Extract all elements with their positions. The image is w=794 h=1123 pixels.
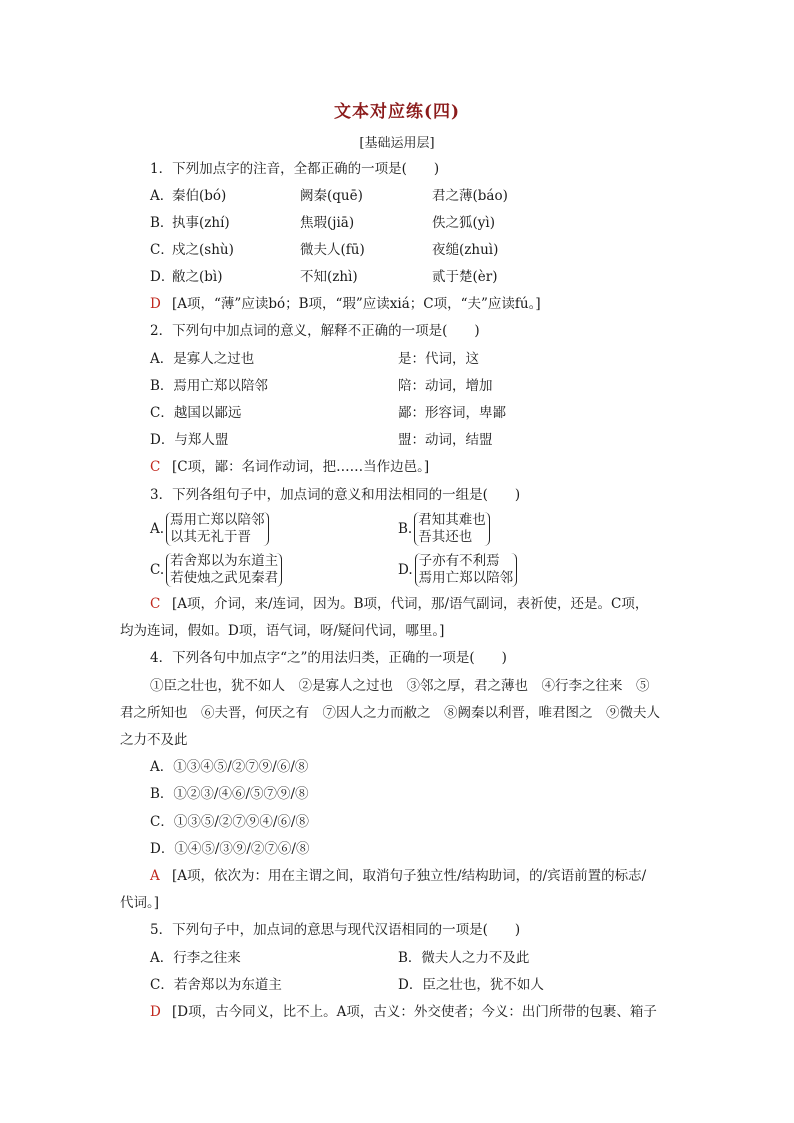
- q3-option-letter: A.: [150, 521, 165, 537]
- q5-explanation: [D项，古今同义，比不上。A项，古义：外交使者；今义：出门所带的包裹、箱子: [172, 1004, 657, 1020]
- q2-option-left: C．越国以鄙远: [150, 405, 242, 421]
- section-heading: [基础运用层]: [359, 136, 435, 151]
- q2-option-right: 是：代词，这: [398, 351, 479, 367]
- q3-option-pair: [166, 553, 282, 587]
- q2-answer: C: [150, 459, 161, 475]
- q4-stem: 4．下列各句中加点字“之”的用法归类，正确的一项是( ): [150, 650, 507, 666]
- q3-option-d: [398, 553, 517, 587]
- q3-sentence: 以其无礼于晋: [170, 529, 252, 545]
- q1-option-letter: C．: [150, 242, 174, 258]
- q2-explanation: [C项，鄙：名词作动词，把……当作边邑。]: [172, 459, 430, 475]
- q1-option-b-item: 佚之狐(yì): [432, 215, 495, 231]
- q3-sentence: 若使烛之武见秦君: [170, 570, 279, 586]
- q3-option-letter: B.: [398, 521, 413, 537]
- q4-sentences: 君之所知也 ⑥夫晋，何厌之有 ⑦因人之力而敝之 ⑧阙秦以利晋，唯君图之 ⑨微夫人: [120, 705, 660, 721]
- q3-sentence: 若舍郑以为东道主: [170, 553, 279, 569]
- q3-option-letter: C.: [150, 562, 165, 578]
- q4-option: C．①③⑤/②⑦⑨④/⑥/⑧: [150, 814, 309, 830]
- q1-explanation: [A项，“薄”应读bó；B项，“瑕”应读xiá；C项，“夫”应读fú。]: [172, 296, 541, 312]
- q5-option-right: D．臣之壮也，犹不如人: [398, 977, 544, 993]
- q4-explanation: [A项，依次为：用在主谓之间，取消句子独立性/结构助词，的/宾语前置的标志/: [172, 868, 647, 884]
- q2-stem: 2．下列句中加点词的意义，解释不正确的一项是( ): [150, 323, 480, 339]
- q4-option: A．①③④⑤/②⑦⑨/⑥/⑧: [150, 759, 309, 775]
- q1-option-c-item: 夜缒(zhuì): [432, 242, 499, 258]
- q4-explanation: 代词。]: [120, 895, 160, 911]
- q3-answer: C: [150, 596, 161, 612]
- q1-option-a-item: 君之薄(báo): [432, 188, 508, 204]
- q3-sentence: 吾其还也: [418, 529, 473, 545]
- q3-sentence: 君知其难也: [418, 512, 486, 528]
- q1-option-letter: A．: [150, 188, 174, 204]
- q3-option-b: [398, 512, 490, 546]
- q1-stem: 1．下列加点字的注音，全都正确的一项是( ): [150, 161, 440, 177]
- q3-explanation: 均为连词，假如。D项，语气词，呀/疑问代词，哪里。]: [120, 623, 445, 639]
- q3-sentence: 子亦有不利焉: [418, 553, 500, 569]
- q1-option-d-item: 不知(zhì): [300, 269, 358, 285]
- q2-option-left: A．是寡人之过也: [150, 351, 255, 367]
- q1-option-letter: B．: [150, 215, 174, 231]
- q5-answer: D: [150, 1004, 161, 1020]
- q3-option-c: [150, 553, 282, 587]
- q1-option-a-item: 秦伯(bó): [172, 188, 227, 204]
- q5-option-right: B．微夫人之力不及此: [398, 950, 530, 966]
- q3-explanation: [A项，介词，来/连词，因为。B项，代词，那/语气副词，表祈使，还是。C项，: [172, 596, 649, 612]
- q1-option-d-item: 敝之(bì): [172, 269, 223, 285]
- q1-option-c-item: 戍之(shù): [172, 242, 234, 258]
- q1-answer: D: [150, 296, 161, 312]
- q3-sentence: 焉用亡郑以陪邻: [170, 512, 265, 528]
- q2-option-left: D．与郑人盟: [150, 432, 229, 448]
- q4-answer: A: [150, 868, 160, 884]
- q3-option-a: [150, 512, 269, 546]
- q3-option-pair: [166, 512, 269, 546]
- q4-sentences: 之力不及此: [120, 732, 188, 748]
- q3-option-pair: [415, 553, 518, 587]
- q5-stem: 5．下列句子中，加点词的意思与现代汉语相同的一项是( ): [150, 922, 521, 938]
- q1-option-b-item: 焦瑕(jiā): [300, 215, 355, 231]
- q3-option-letter: D.: [398, 562, 413, 578]
- q1-option-b-item: 执事(zhí): [172, 215, 230, 231]
- q1-option-c-item: 微夫人(fū): [300, 242, 365, 258]
- q2-option-right: 陪：动词，增加: [398, 378, 493, 394]
- q5-option-left: A．行李之往来: [150, 950, 241, 966]
- q1-option-d-item: 贰于楚(èr): [432, 269, 498, 285]
- q2-option-right: 鄙：形容词，卑鄙: [398, 405, 506, 421]
- q3-option-pair: [414, 512, 490, 546]
- q1-option-letter: D．: [150, 269, 175, 285]
- q3-sentence: 焉用亡郑以陪邻: [418, 570, 514, 586]
- q2-option-right: 盟：动词，结盟: [398, 432, 493, 448]
- q3-stem: 3．下列各组句子中，加点词的意义和用法相同的一组是( ): [150, 487, 521, 503]
- q2-option-left: B．焉用亡郑以陪邻: [150, 378, 268, 394]
- q4-option: B．①②③/④⑥/⑤⑦⑨/⑧: [150, 786, 309, 802]
- q4-option: D．①④⑤/③⑨/②⑦⑥/⑧: [150, 841, 310, 857]
- q1-option-a-item: 阙秦(quē): [300, 188, 363, 204]
- page-title: 文本对应练(四): [333, 102, 461, 122]
- q5-option-left: C．若舍郑以为东道主: [150, 977, 282, 993]
- q4-sentences: ①臣之壮也，犹不如人 ②是寡人之过也 ③邻之厚，君之薄也 ④行李之往来 ⑤: [150, 678, 650, 694]
